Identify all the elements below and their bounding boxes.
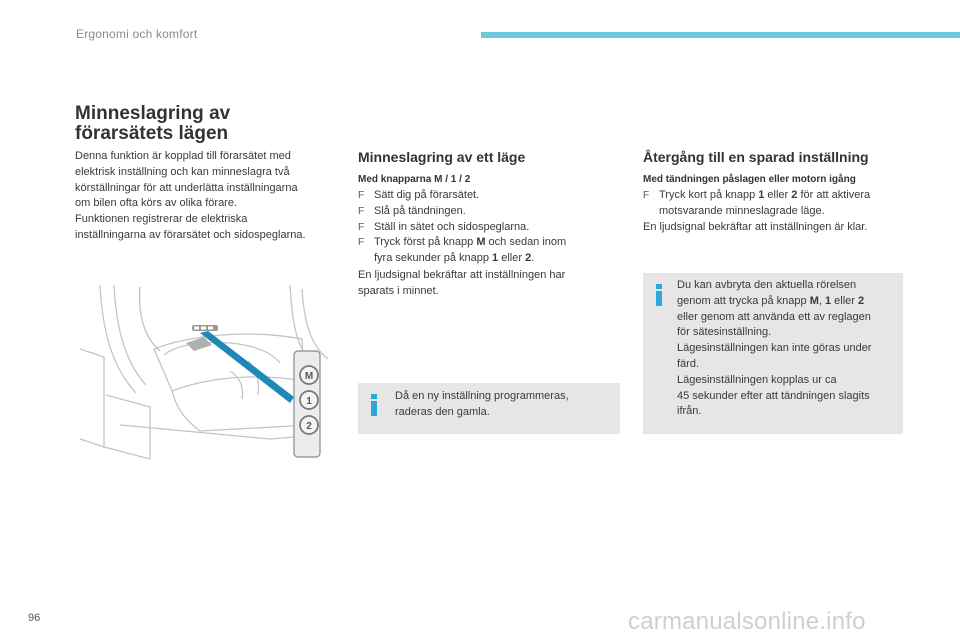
memorize-section-title: Minneslagring av ett läge bbox=[358, 149, 526, 165]
step-text-continued: fyra sekunder på knapp 1 eller 2. bbox=[374, 252, 535, 265]
bullet-icon: F bbox=[358, 190, 365, 201]
intro-paragraph bbox=[75, 149, 345, 244]
restore-step bbox=[643, 188, 908, 220]
button-m-label: M bbox=[304, 371, 314, 382]
intro-line: körställningar för att underlätta inställningarna bbox=[75, 181, 298, 194]
restore-info-box bbox=[643, 273, 903, 434]
memorize-step bbox=[358, 188, 618, 204]
page-title-line-2: förarsätets lägen bbox=[75, 123, 229, 144]
note-line: sparats i minnet. bbox=[358, 284, 439, 297]
bullet-icon: F bbox=[643, 190, 650, 201]
info-line: Lägesinställningen kopplas ur ca bbox=[677, 373, 837, 386]
step-text: Sätt dig på förarsätet. bbox=[374, 189, 480, 201]
restore-confirmation-note: En ljudsignal bekräftar att inställningen är klar. bbox=[643, 221, 868, 233]
info-icon bbox=[656, 284, 662, 306]
memorize-step bbox=[358, 235, 618, 267]
section-header-title: Ergonomi och komfort bbox=[76, 27, 198, 41]
memory-button-panel bbox=[294, 351, 320, 457]
step-text: Tryck först på knapp M och sedan inom bbox=[374, 236, 567, 249]
watermark-text: carmanualsonline.info bbox=[628, 608, 866, 635]
intro-line: elektrisk inställning och kan minneslagra två bbox=[75, 165, 290, 178]
restore-subtitle: Med tändningen påslagen eller motorn igång bbox=[643, 174, 856, 185]
step-text: Slå på tändningen. bbox=[374, 204, 466, 217]
restore-steps-list bbox=[643, 188, 908, 220]
page-number: 96 bbox=[28, 612, 41, 624]
memorize-confirmation-note bbox=[358, 268, 620, 300]
bullet-icon: F bbox=[358, 237, 365, 249]
note-line: En ljudsignal bekräftar att inställningen har bbox=[358, 269, 566, 281]
header-accent-bar bbox=[481, 32, 960, 38]
step-text-continued: motsvarande minneslagrade läge. bbox=[659, 204, 825, 217]
info-line: ifrån. bbox=[677, 405, 702, 418]
button-1-label: 1 bbox=[306, 396, 312, 407]
intro-line: Denna funktion är kopplad till förarsätet med bbox=[75, 150, 291, 162]
memorize-steps-list bbox=[358, 188, 618, 267]
restore-info-text bbox=[677, 278, 899, 420]
memorize-step bbox=[358, 220, 618, 236]
page-title-line-1: Minneslagring av bbox=[75, 103, 231, 124]
info-line: 45 sekunder efter att tändningen slagits bbox=[677, 389, 870, 402]
bullet-icon: F bbox=[358, 205, 365, 217]
step-text: Ställ in sätet och sidospeglarna. bbox=[374, 220, 530, 233]
seat-memory-buttons-illustration bbox=[80, 285, 338, 460]
memorize-subtitle: Med knapparna M / 1 / 2 bbox=[358, 174, 471, 185]
intro-line: Funktionen registrerar de elektriska bbox=[75, 213, 248, 226]
button-2-label: 2 bbox=[306, 421, 312, 432]
memorize-step bbox=[358, 204, 618, 220]
info-line: Lägesinställningen kan inte göras under bbox=[677, 342, 872, 355]
info-line: för sätesinställning. bbox=[677, 326, 772, 339]
page-title bbox=[75, 104, 230, 144]
info-icon bbox=[371, 394, 377, 416]
info-line: eller genom att använda ett av reglagen bbox=[677, 310, 871, 323]
bullet-icon: F bbox=[358, 221, 365, 233]
info-line: färd. bbox=[677, 357, 700, 370]
memorize-info-text bbox=[395, 389, 615, 421]
info-line: Du kan avbryta den aktuella rörelsen bbox=[677, 279, 857, 291]
callout-line bbox=[200, 331, 294, 403]
intro-line: om bilen ofta körs av olika förare. bbox=[75, 197, 238, 210]
info-line: genom att trycka på knapp M, 1 eller 2 bbox=[677, 294, 865, 307]
intro-line: inställningarna av förarsätet och sidospeglarna. bbox=[75, 228, 306, 241]
info-line: raderas den gamla. bbox=[395, 405, 490, 418]
memorize-info-box bbox=[358, 383, 620, 434]
step-text: Tryck kort på knapp 1 eller 2 för att aktivera bbox=[659, 189, 871, 201]
restore-section-title: Återgång till en sparad inställning bbox=[643, 149, 869, 165]
info-line: Då en ny inställning programmeras, bbox=[395, 390, 569, 402]
